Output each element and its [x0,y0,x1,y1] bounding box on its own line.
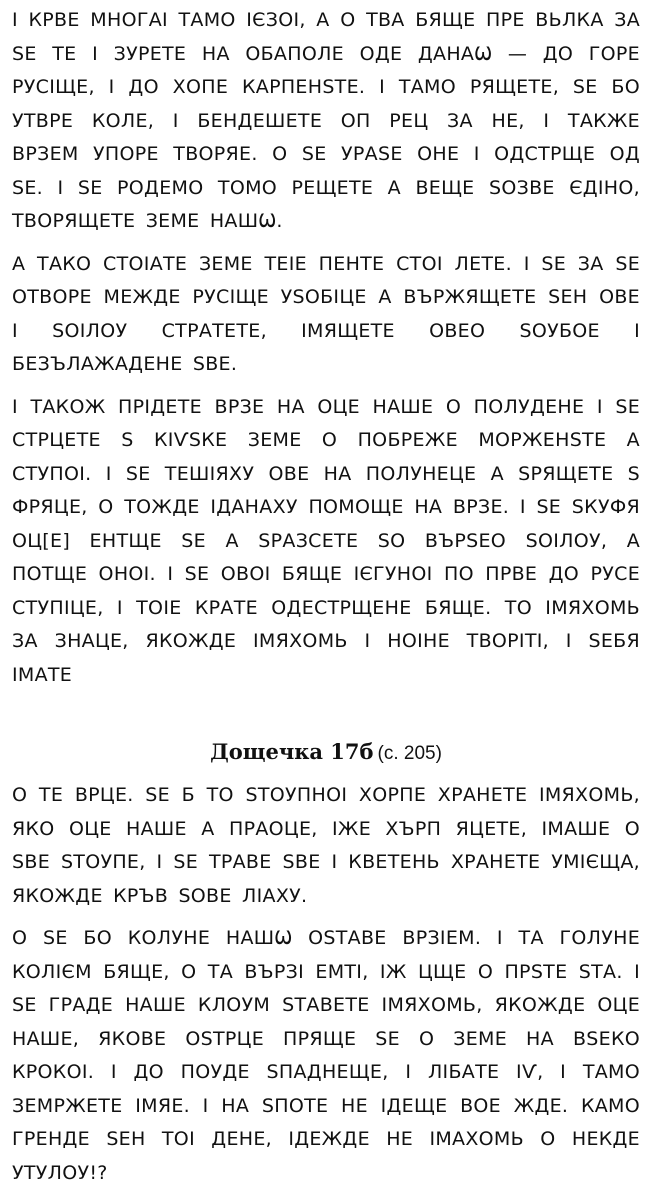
section-b [12,779,640,1190]
paragraph-2: А ТАКО СТОІАТЕ ЗЕМЕ ТЕІЕ ПЕНТЕ СТОІ ЛЕТЕ. І ЅЕ ЗА ЅЕ ОТВОРЕ МЕЖДЕ РУСІЩЕ УЅОБІЦЕ А ВЪРЖЯЩЕТЕ ЅЕН ОВЕ І ЅОІЛОУ СТРАТЕТЕ, ІМЯЩЕТЕ ОВЕО ЅОУБОЕ І БЕЗЪЛАЖАДЕНЕ ЅВЕ. [12,252,640,375]
heading-title: Дощечка 17б [210,739,374,764]
heading-page-reference: (с. 205) [377,743,442,764]
section-heading [12,734,640,770]
paragraph-5: О ЅЕ БО КОЛУНЕ НАШѠ ОЅТАВЕ ВРЗІЕМ. І ТА ГОЛУНЕ КОЛІЄМ БЯЩЕ, О ТА ВЪРЗІ ЕМТІ, ІЖ ЦЩЕ О ПРЅТЕ ЅТА. І ЅЕ ГРАДЕ НАШЕ КЛОУМ ЅТАВЕТЕ ІМЯХОМЬ, ЯКОЖДЕ ОЦЕ НАШЕ, ЯКОВЕ ОЅТРЦЕ ПРЯЩЕ ЅЕ О ЗЕМЕ НА ВЅЕКО КРОКОІ. І ДО ПОУДЕ ЅПАДНЕЩЕ, І ЛІБАТЕ ІѴ, І ТАМО ЗЕМРЖЕТЕ ІМЯЕ. І НА ЅПОТЕ НЕ ІДЕЩЕ ВОЕ ЖДЕ. КАМО ГРЕНДЕ ЅЕН ТОІ ДЕНЕ, ІДЕЖДЕ НЕ ІМАХОМЬ О НЕКДЕ УТУЛОУ!? [12,927,640,1184]
section-a [12,4,640,692]
paragraph-4: О ТЕ ВРЦЕ. ЅЕ Б ТО ЅТОУПНОІ ХОРПЕ ХРАНЕТЕ ІМЯХОМЬ, ЯКО ОЦЕ НАШЕ А ПРАОЦЕ, ІЖЕ ХЪРП ЯЦЕТЕ, ІМАШЕ О ЅВЕ ЅТОУПЕ, І ЅЕ ТРАВЕ ЅВЕ І КВЕТЕНЬ ХРАНЕТЕ УМІЄЩА, ЯКОЖДЕ КРЪВ ЅОВЕ ЛІАХУ. [12,784,640,907]
paragraph-3: І ТАКОЖ ПРІДЕТЕ ВРЗЕ НА ОЦЕ НАШЕ О ПОЛУДЕНЕ І ЅЕ СТРЦЕТЕ Ѕ КІѴЅКЕ ЗЕМЕ О ПОБРЕЖЕ МОРЖЕНЅТЕ А СТУПОІ. І ЅЕ ТЕШІЯХУ ОВЕ НА ПОЛУНЕЦЕ А ЅРЯЩЕТЕ Ѕ ФРЯЦЕ, О ТОЖДЕ ІДАНАХУ ПОМОЩЕ НА ВРЗЕ. І ЅЕ ЅКУФЯ ОЦ[Е] ЕНТЩЕ ЅЕ А ЅРАЗСЕТЕ ЅО ВЪРЅЕО ЅОІЛОУ, А ПОТЩЕ ОНОІ. І ЅЕ ОВОІ БЯЩЕ ІЄГУНОІ ПО ПРВЕ ДО РУСЕ СТУПІЦЕ, І ТОІЕ КРАТЕ ОДЕСТРЩЕНЕ БЯЩЕ. ТО ІМЯХОМЬ ЗА ЗНАЦЕ, ЯКОЖДЕ ІМЯХОМЬ І НОІНЕ ТВОРІТІ, І ЅЕБЯ ІМАТЕ [12,395,640,686]
paragraph-1: І КРВЕ МНОГАІ ТАМО ІЄЗОІ, А О ТВА БЯЩЕ ПРЕ ВЬЛКА ЗА ЅЕ ТЕ І ЗУРЕТЕ НА ОБАПОЛЕ ОДЕ ДАНАѠ — ДО ГОРЕ РУСІЩЕ, І ДО ХОПЕ КАРПЕНЅТЕ. І ТАМО РЯЩЕТЕ, ЅЕ БО УТВРЕ КОЛЕ, І БЕНДЕШЕТЕ ОП РЕЦ ЗА НЕ, І ТАКЖЕ ВРЗЕМ УПОРЕ ТВОРЯЕ. О ЅЕ УРАЅЕ ОНЕ І ОДСТРЩЕ ОД ЅЕ. І ЅЕ РОДЕМО ТОМО РЕЩЕТЕ А ВЕЩЕ ЅОЗВЕ ЄДІНО, ТВОРЯЩЕТЕ ЗЕМЕ НАШѠ. [12,9,640,232]
document-page [12,4,640,1199]
